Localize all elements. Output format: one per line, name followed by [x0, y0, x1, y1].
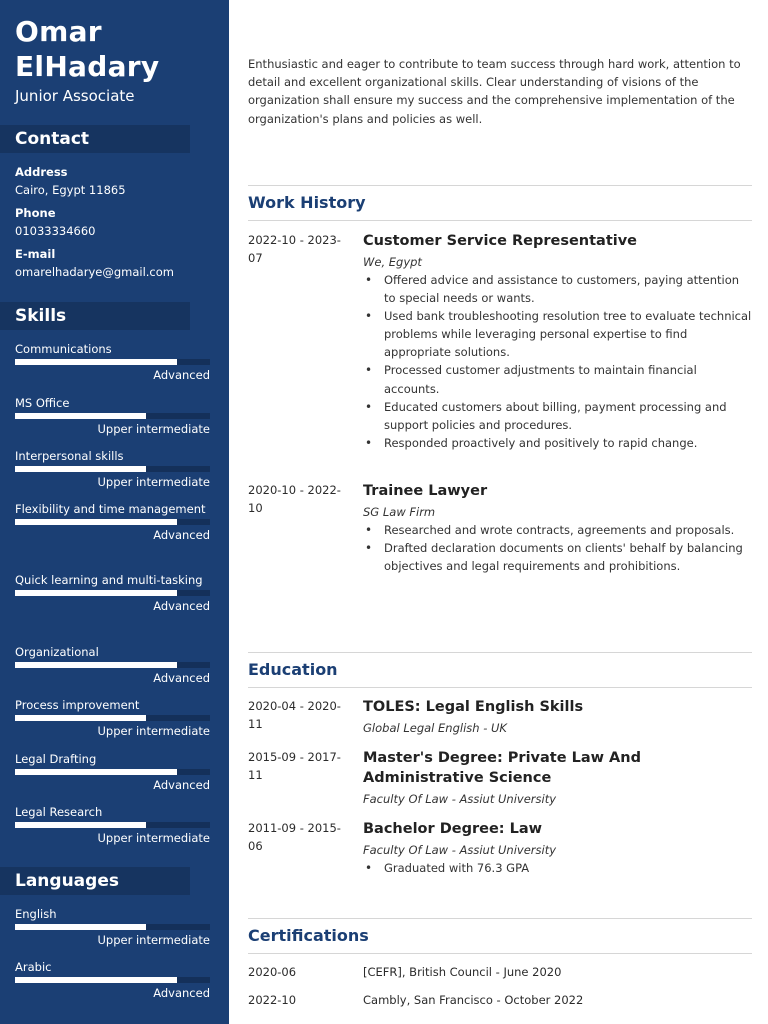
- entry-title: Trainee Lawyer: [363, 483, 488, 499]
- bullet-item: • Processed customer adjustments to maintain financial accounts.: [363, 361, 753, 397]
- skill-level-fill: [15, 359, 177, 365]
- bullet-item: • Drafted declaration documents on clients' behalf by balancing objectives and legal requirements and prohibitions.: [363, 539, 753, 575]
- skill-level: Advanced: [153, 671, 210, 685]
- skill-level-fill: [15, 769, 177, 775]
- entry-date: 2011-09 - 2015-06: [248, 821, 341, 853]
- skill-level-bar: [15, 466, 210, 472]
- skill-item: [15, 571, 210, 614]
- candidate-name: [15, 14, 225, 84]
- skill-level-bar: [15, 590, 210, 596]
- language-level-bar: [15, 977, 210, 983]
- skill-level-fill: [15, 590, 177, 596]
- skill-name: Communications: [15, 342, 112, 356]
- bullet-item: • Graduated with 76.3 GPA: [363, 859, 753, 877]
- job-title: Junior Associate: [15, 87, 135, 105]
- entry-title: TOLES: Legal English Skills: [363, 699, 584, 715]
- skill-level: Advanced: [153, 778, 210, 792]
- skill-level-fill: [15, 822, 146, 828]
- skill-item: [15, 643, 210, 686]
- skill-item: [15, 447, 210, 490]
- skill-level-bar: [15, 519, 210, 525]
- skill-level: Upper intermediate: [97, 422, 210, 436]
- last-name: ElHadary: [15, 50, 160, 83]
- entry-title: Bachelor Degree: Law: [363, 821, 543, 837]
- skill-name: MS Office: [15, 396, 70, 410]
- entry-organization: We, Egypt: [363, 255, 422, 269]
- bullet-item: • Offered advice and assistance to customers, paying attention to special needs or wants.: [363, 271, 753, 307]
- email-label: E-mail: [15, 247, 56, 261]
- skill-level: Upper intermediate: [97, 475, 210, 489]
- entry-date: 2022-10 - 2023-07: [248, 233, 341, 265]
- phone-value: 01033334660: [15, 224, 96, 238]
- skill-level-fill: [15, 662, 177, 668]
- address-label: Address: [15, 165, 68, 179]
- education-heading: Education: [248, 652, 752, 688]
- certification-text: [CEFR], British Council - June 2020: [363, 965, 562, 979]
- entry-bullets: [363, 859, 753, 877]
- languages-heading: Languages: [0, 867, 190, 895]
- skill-item: [15, 803, 210, 846]
- first-name: Omar: [15, 15, 102, 48]
- entry-bullets: [363, 271, 753, 452]
- entry-title: Customer Service Representative: [363, 233, 638, 249]
- language-name: English: [15, 907, 57, 921]
- bullet-item: • Researched and wrote contracts, agreements and proposals.: [363, 521, 753, 539]
- entry-date: 2015-09 - 2017-11: [248, 750, 341, 782]
- sidebar: [0, 0, 229, 1024]
- skill-name: Legal Research: [15, 805, 103, 819]
- phone-label: Phone: [15, 206, 56, 220]
- skill-level-fill: [15, 715, 146, 721]
- email-value[interactable]: omarelhadarye@gmail.com: [15, 265, 174, 279]
- bullet-item: • Used bank troubleshooting resolution tree to evaluate technical problems while leveraging personal expertise to find appropriate solutions.: [363, 307, 753, 361]
- skill-item: [15, 696, 210, 739]
- contact-heading: Contact: [0, 125, 190, 153]
- language-level: Advanced: [153, 986, 210, 1000]
- bullet-item: • Educated customers about billing, payment processing and support policies and procedures.: [363, 398, 753, 434]
- skill-level-fill: [15, 413, 146, 419]
- skill-name: Organizational: [15, 645, 99, 659]
- language-name: Arabic: [15, 960, 52, 974]
- skill-name: Legal Drafting: [15, 752, 97, 766]
- language-item: [15, 905, 210, 948]
- skill-level-fill: [15, 519, 177, 525]
- certifications-heading: Certifications: [248, 918, 752, 954]
- skill-level: Advanced: [153, 599, 210, 613]
- skill-level: Upper intermediate: [97, 724, 210, 738]
- skill-level-bar: [15, 769, 210, 775]
- skill-item: [15, 394, 210, 437]
- skill-name: Flexibility and time management: [15, 502, 206, 516]
- skill-level-bar: [15, 715, 210, 721]
- skill-level: Upper intermediate: [97, 831, 210, 845]
- skill-level: Advanced: [153, 368, 210, 382]
- address-value: Cairo, Egypt 11865: [15, 183, 126, 197]
- work-history-heading: Work History: [248, 185, 752, 221]
- entry-date: 2020-10 - 2022-10: [248, 483, 341, 515]
- skill-level: Advanced: [153, 528, 210, 542]
- language-item: [15, 958, 210, 1001]
- language-level-bar: [15, 924, 210, 930]
- profile-summary: Enthusiastic and eager to contribute to team success through hard work, attention to detail and excellent organizational skills. Clear understanding of visions of the organization shall ensure my success and the comprehensive implementation of the organization's plans and policies as well.: [248, 57, 741, 126]
- entry-title: Master's Degree: Private Law And Administrative Science: [363, 750, 641, 786]
- entry-organization: Faculty Of Law - Assiut University: [363, 843, 557, 857]
- skill-name: Quick learning and multi-tasking: [15, 573, 203, 587]
- entry-organization: SG Law Firm: [363, 505, 436, 519]
- skill-level-bar: [15, 662, 210, 668]
- language-level: Upper intermediate: [97, 933, 210, 947]
- skill-name: Interpersonal skills: [15, 449, 124, 463]
- entry-date: 2020-04 - 2020-11: [248, 699, 341, 731]
- entry-bullets: [363, 521, 753, 575]
- entry-organization: Faculty Of Law - Assiut University: [363, 792, 557, 806]
- skill-item: [15, 750, 210, 793]
- entry-organization: Global Legal English - UK: [363, 721, 507, 735]
- skill-item: [15, 340, 210, 383]
- bullet-item: • Responded proactively and positively to rapid change.: [363, 434, 753, 452]
- certification-date: 2022-10: [248, 993, 297, 1007]
- skill-name: Process improvement: [15, 698, 140, 712]
- skill-level-fill: [15, 466, 146, 472]
- language-level-fill: [15, 977, 177, 983]
- skill-level-bar: [15, 413, 210, 419]
- certification-text: Cambly, San Francisco - October 2022: [363, 993, 584, 1007]
- skill-level-bar: [15, 359, 210, 365]
- certification-date: 2020-06: [248, 965, 297, 979]
- skills-heading: Skills: [0, 302, 190, 330]
- skill-item: [15, 500, 210, 543]
- skill-level-bar: [15, 822, 210, 828]
- language-level-fill: [15, 924, 146, 930]
